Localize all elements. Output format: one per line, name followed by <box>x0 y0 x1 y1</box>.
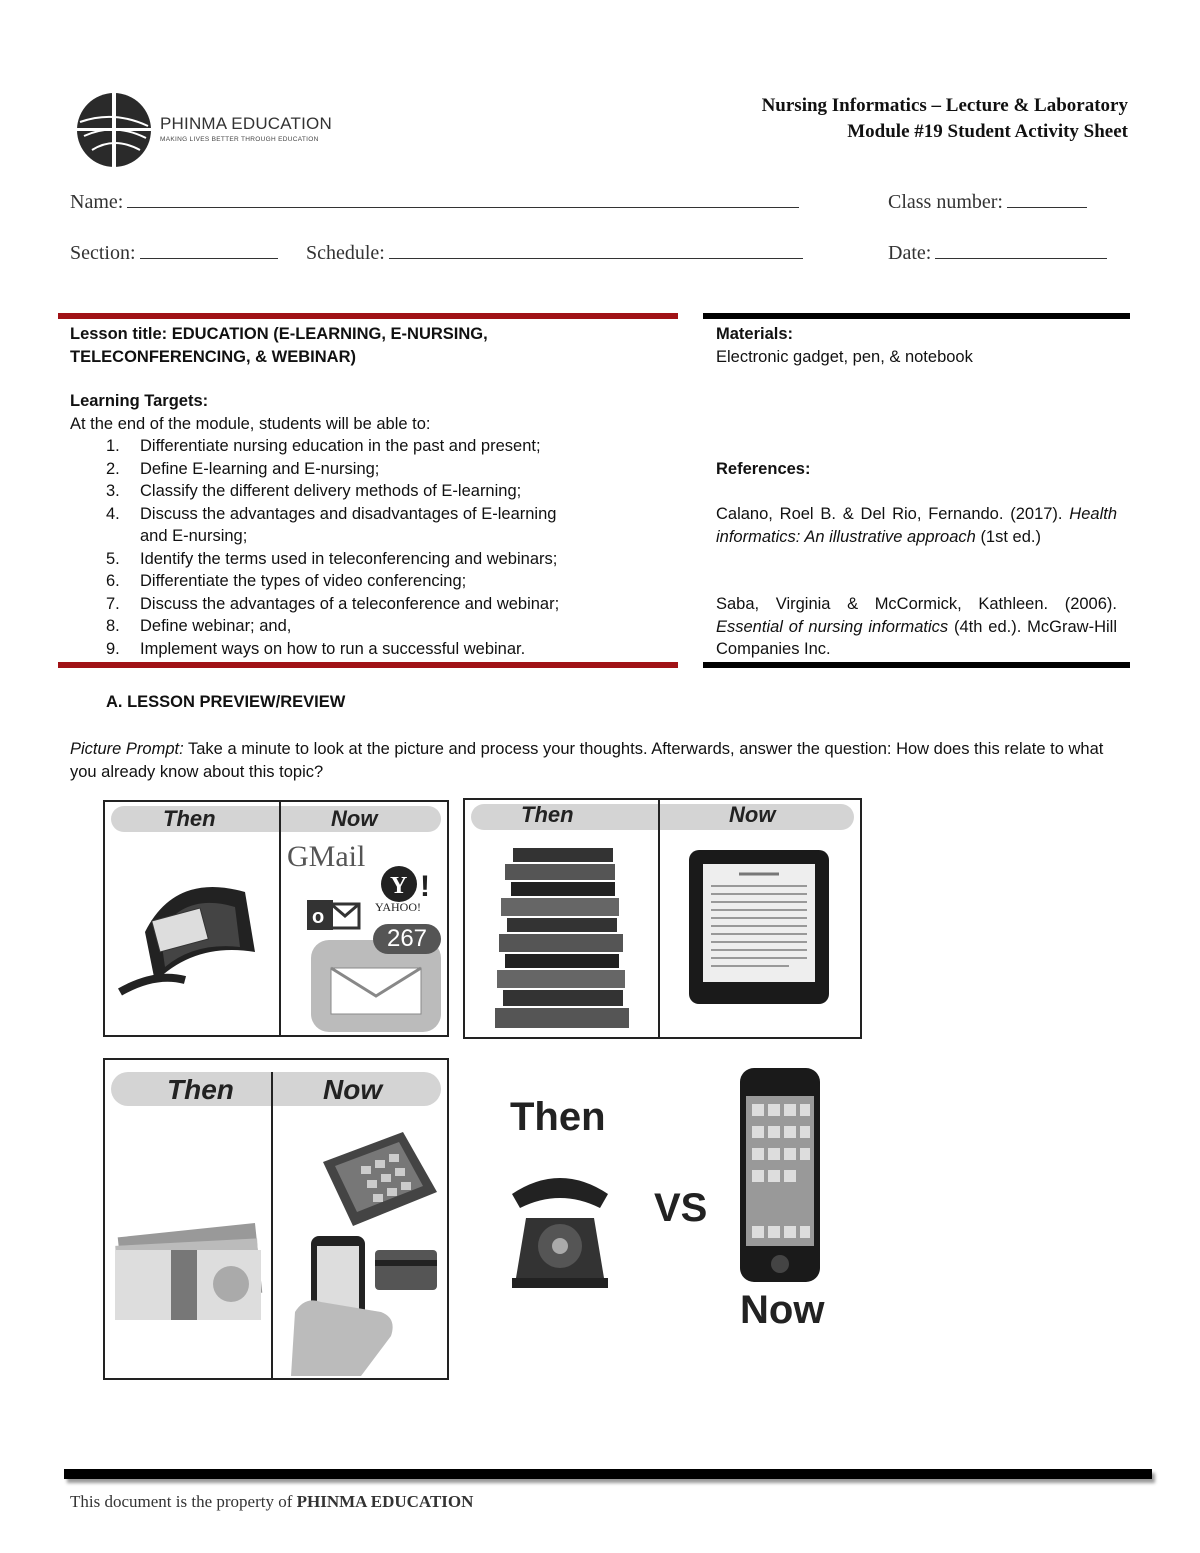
materials-bottom-bar <box>703 662 1130 668</box>
learning-targets-list <box>70 435 670 660</box>
list-item: 7. Discuss the advantages of a teleconference and webinar; <box>106 594 560 613</box>
picture-prompt-text: Take a minute to look at the picture and process your thoughts. Afterwards, answer the question: How does this relate to what you already know about this topic? <box>70 740 1104 781</box>
smartphone-icon <box>740 1068 820 1282</box>
books-then-now-panel <box>463 798 862 1039</box>
class-number-label: Class number: <box>888 191 1003 213</box>
book-stack-icon <box>493 844 633 1034</box>
then-label: Then <box>167 1074 234 1105</box>
schedule-line[interactable] <box>389 257 803 259</box>
then-label-large: Then <box>510 1095 606 1139</box>
name-field[interactable] <box>70 191 799 214</box>
logo-name: PHINMA EDUCATION <box>160 114 332 133</box>
list-item: 8. Define webinar; and, <box>106 617 292 635</box>
materials-heading: Materials: <box>716 325 794 343</box>
mailbox-icon <box>115 852 275 1002</box>
mail-count-badge: 267 <box>373 924 441 954</box>
name-label: Name: <box>70 191 124 213</box>
footer-bar <box>64 1469 1152 1479</box>
svg-text:!: ! <box>420 870 430 903</box>
list-item: 9. Implement ways on how to run a successful webinar. <box>106 639 526 658</box>
card-reader-icon <box>313 1122 443 1232</box>
materials-text: Electronic gadget, pen, & notebook <box>716 347 973 366</box>
cash-bundle-icon <box>111 1220 269 1330</box>
course-title: Nursing Informatics – Lecture & Laboratory <box>761 95 1128 116</box>
gmail-logo: GMail <box>287 840 366 873</box>
svg-text:o: o <box>312 906 325 928</box>
now-label: Now <box>323 1074 383 1105</box>
mail-then-now-panel <box>103 800 449 1037</box>
footer-text: This document is the property of PHINMA EDUCATION <box>70 1492 474 1511</box>
references-heading: References: <box>716 460 811 478</box>
list-item: 1. Differentiate nursing education in the past and present; <box>106 437 541 455</box>
learning-targets-heading: Learning Targets: <box>70 392 209 410</box>
list-item: 3. Classify the different delivery methods of E-learning; <box>106 482 522 500</box>
materials-column <box>716 323 1116 368</box>
rotary-phone-icon <box>508 1168 612 1292</box>
lesson-column <box>70 323 670 660</box>
list-item: 4. Discuss the advantages and disadvantages of E-learning and E-nursing; <box>106 504 557 545</box>
then-label: Then <box>163 806 216 831</box>
schedule-label: Schedule: <box>306 242 385 264</box>
mobile-payment-icon <box>291 1232 441 1376</box>
payment-then-now-panel <box>103 1058 449 1380</box>
class-number-line[interactable] <box>1007 206 1087 208</box>
schedule-field[interactable] <box>306 242 803 265</box>
picture-prompt <box>70 738 1130 783</box>
now-label: Now <box>331 806 378 831</box>
reference-2: Saba, Virginia & McCormick, Kathleen. (2006). Essential of nursing informatics (4th ed.). McGraw-Hill Companies Inc. <box>716 595 1117 658</box>
reference-1: Calano, Roel B. & Del Rio, Fernando. (2017). Health informatics: An illustrative approach (1st ed.) <box>716 505 1117 546</box>
now-label: Now <box>729 802 776 827</box>
list-item: 6. Differentiate the types of video conferencing; <box>106 572 467 590</box>
lesson-title-line1: Lesson title: EDUCATION (E-LEARNING, E-NURSING, <box>70 325 488 343</box>
now-label-large: Now <box>740 1288 825 1332</box>
lesson-title-line2: TELECONFERENCING, & WEBINAR) <box>70 347 356 366</box>
lesson-top-bar <box>58 313 678 319</box>
lesson-bottom-bar <box>58 662 678 668</box>
vs-label: VS <box>654 1186 708 1230</box>
section-line[interactable] <box>140 257 278 259</box>
class-number-field[interactable] <box>888 191 1087 214</box>
materials-top-bar <box>703 313 1130 319</box>
yahoo-logo: YAHOO! <box>375 900 421 914</box>
ereader-icon <box>689 850 829 1004</box>
section-a-heading: A. LESSON PREVIEW/REVIEW <box>106 693 346 711</box>
list-item: 2. Define E-learning and E-nursing; <box>106 459 380 478</box>
picture-prompt-label: Picture Prompt: <box>70 740 184 758</box>
learning-targets-intro: At the end of the module, students will be able to: <box>70 414 431 433</box>
section-field[interactable] <box>70 242 278 265</box>
name-line[interactable] <box>127 206 799 208</box>
logo-tagline: MAKING LIVES BETTER THROUGH EDUCATION <box>160 136 319 143</box>
date-label: Date: <box>888 242 932 264</box>
svg-text:Y: Y <box>390 873 408 899</box>
list-item: 5. Identify the terms used in teleconferencing and webinars; <box>106 549 558 568</box>
date-line[interactable] <box>935 257 1107 259</box>
module-title: Module #19 Student Activity Sheet <box>847 121 1128 142</box>
section-label: Section: <box>70 242 136 264</box>
then-label: Then <box>521 802 574 827</box>
date-field[interactable] <box>888 242 1107 265</box>
